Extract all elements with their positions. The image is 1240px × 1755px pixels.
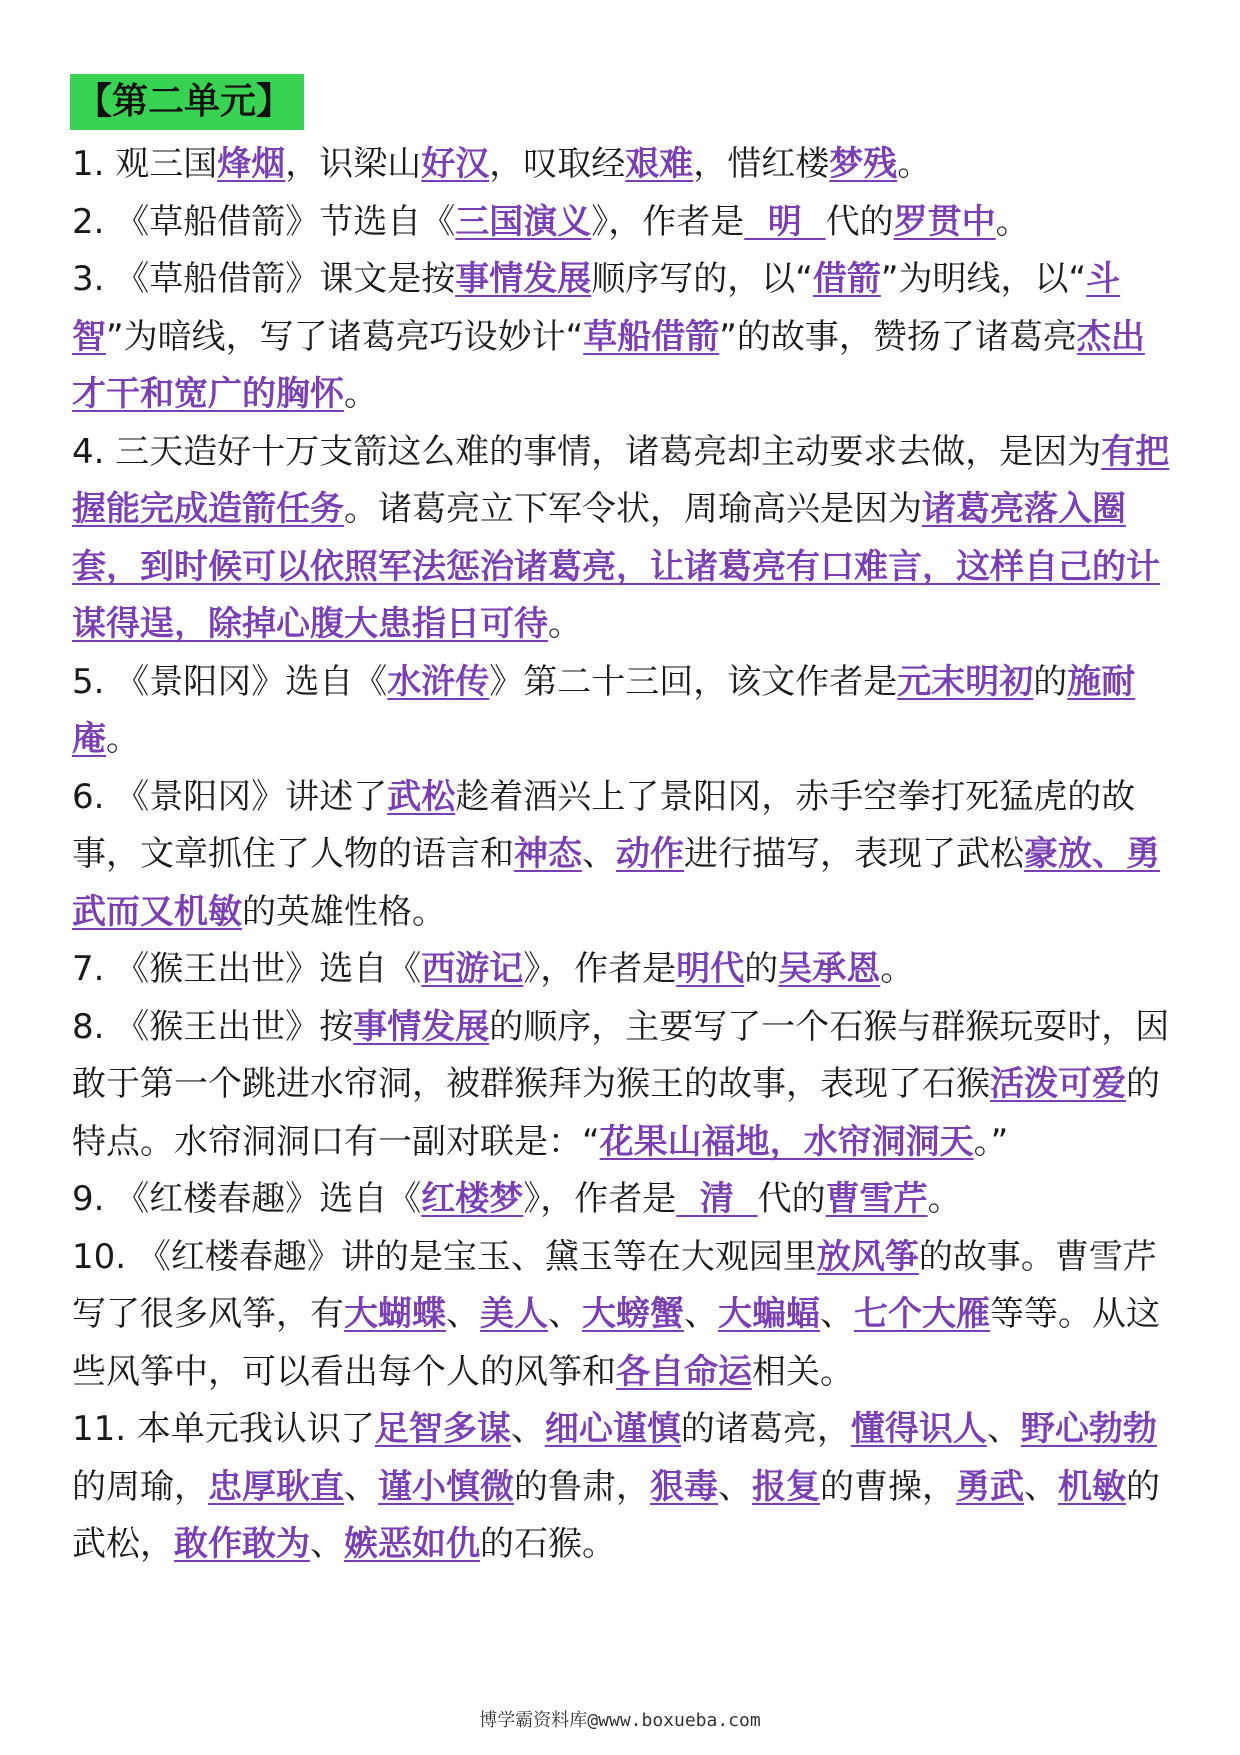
- question-text: 5. 《景阳冈》选自《: [72, 661, 388, 702]
- answer-text: 杰出才干和宽广的胸怀: [72, 316, 1145, 414]
- answer-text: 事情发展: [455, 259, 592, 299]
- section-title: 【第二单元】: [70, 74, 304, 130]
- answer-text: 明代: [676, 949, 745, 989]
- answer-text: 大蝙蝠: [718, 1294, 820, 1334]
- answer-text: 施耐庵: [72, 661, 1136, 759]
- answer-text: 野心勃勃: [1020, 1409, 1157, 1449]
- answer-text: 花果山福地，水帘洞洞天: [599, 1121, 974, 1162]
- answer-text: 武松: [387, 776, 456, 817]
- question-text: 8. 《猴王出世》按: [72, 1006, 354, 1047]
- question-text: 的顺序，主要写了一个石猴与群猴玩耍时，因敢于第一个跳进水帘洞，被群猴拜为猴王的故事，表现了石猴: [72, 1006, 1170, 1104]
- question-text: ”为暗线，写了诸葛亮巧设妙计“: [106, 316, 584, 357]
- question-text: 等等。从这些风筝中，可以看出每个人的风筝和: [72, 1294, 1160, 1392]
- answer-text: 足智多谋: [374, 1409, 511, 1449]
- answer-text: 大蝴蝶: [344, 1294, 446, 1334]
- answer-text: 忠厚耿直: [208, 1466, 344, 1507]
- question-text: 的武松，: [72, 1466, 1160, 1564]
- question-text: 的故事。曹雪芹写了很多风筝，有: [72, 1236, 1157, 1334]
- question-text: 9. 《红楼春趣》选自《: [72, 1179, 422, 1219]
- question-text: 2. 《草船借箭》节选自《: [72, 201, 456, 242]
- answer-text: 机敏: [1058, 1466, 1126, 1507]
- footer-brand: 博学霸资料库: [479, 1710, 588, 1731]
- answer-text: 大螃蟹: [582, 1294, 684, 1334]
- answer-text: 谨小慎微: [378, 1466, 514, 1507]
- question-text: 、: [510, 1409, 545, 1449]
- answer-text: 曹雪芹: [825, 1179, 928, 1219]
- answer-text: 烽烟: [217, 144, 286, 184]
- question-text: 、: [582, 834, 616, 874]
- answer-text: 嫉恶如仇: [344, 1524, 480, 1564]
- answer-text: 西游记: [421, 949, 524, 989]
- answer-text: 狠毒: [650, 1466, 718, 1507]
- question-text: 、: [548, 1294, 582, 1334]
- question-text: 》第二十三回，该文作者是: [489, 661, 898, 702]
- question-text: 10. 《红楼春趣》讲的是宝玉、黛玉等在大观园里: [72, 1236, 817, 1277]
- list-item: [72, 1171, 1172, 1229]
- answer-text: 动作: [616, 834, 684, 874]
- question-text: ，识梁山: [285, 144, 422, 184]
- answer-text: 活泼可爱: [990, 1064, 1126, 1104]
- question-text: 的鲁肃，: [514, 1466, 650, 1507]
- list-item: [72, 424, 1172, 654]
- question-text: ”为明线，以“: [880, 259, 1087, 299]
- question-text: 。: [880, 949, 915, 989]
- question-text: 相关。: [752, 1351, 854, 1392]
- question-text: 4. 三天造好十万支箭这么难的事情，诸葛亮却主动要求去做，是因为: [72, 431, 1102, 472]
- list-item: [72, 654, 1172, 769]
- question-text: 。: [548, 604, 582, 644]
- answer-text: 勇武: [956, 1466, 1024, 1507]
- question-text: 的: [1033, 661, 1068, 702]
- answer-text: 豪放、勇武而又机敏: [72, 834, 1160, 932]
- list-item: [72, 194, 1172, 252]
- question-text: ”的故事，赞扬了诸葛亮: [719, 316, 1077, 357]
- question-text: 。: [106, 719, 140, 759]
- answer-text: 清: [676, 1179, 758, 1219]
- question-text: 。诸葛亮立下军令状，周瑜高兴是因为: [344, 489, 922, 529]
- question-text: 的诸葛亮，: [680, 1409, 851, 1449]
- question-text: 、: [684, 1294, 718, 1334]
- footer-at: @: [587, 1710, 599, 1731]
- list-item: [72, 136, 1172, 194]
- footer: [0, 1706, 1240, 1732]
- question-text: 。”: [973, 1121, 1009, 1162]
- question-text: 顺序写的，以“: [591, 259, 813, 299]
- question-text: 。: [344, 374, 378, 414]
- list-item: [72, 1229, 1172, 1402]
- answer-text: 水浒传: [387, 661, 490, 702]
- question-text: 》，作者是: [591, 201, 745, 242]
- question-text: 、: [718, 1466, 752, 1507]
- answer-text: 美人: [480, 1294, 548, 1334]
- answer-text: 草船借箭: [583, 316, 720, 357]
- question-text: 的特点。水帘洞洞口有一副对联是：“: [72, 1064, 1160, 1162]
- answer-text: 报复: [752, 1466, 820, 1507]
- answer-text: 诸葛亮落入圈套，到时候可以依照军法惩治诸葛亮，让诸葛亮有口难言，这样自己的计谋得逞，除掉心腹大患指日可待: [72, 489, 1160, 644]
- question-text: 的周瑜，: [72, 1466, 208, 1507]
- question-text: 7. 《猴王出世》选自《: [72, 949, 422, 989]
- answer-text: 元末明初: [897, 661, 1034, 702]
- list-item: [72, 251, 1172, 424]
- answer-text: 梦残: [829, 144, 898, 184]
- question-text: ，叹取经: [489, 144, 626, 184]
- answer-text: 借箭: [812, 259, 881, 299]
- answer-text: 神态: [514, 834, 582, 874]
- question-text: 的: [744, 949, 779, 989]
- question-text: 、: [310, 1524, 344, 1564]
- question-text: 的曹操，: [820, 1466, 956, 1507]
- question-text: 。: [897, 144, 932, 184]
- question-text: 6. 《景阳冈》讲述了: [72, 776, 388, 817]
- question-text: 的英雄性格。: [242, 891, 446, 932]
- footer-url: www.boxueba.com: [598, 1710, 761, 1731]
- answer-text: 事情发展: [353, 1006, 490, 1047]
- answer-text: 放风筝: [816, 1236, 919, 1277]
- question-text: 、: [986, 1409, 1021, 1449]
- list-item: [72, 999, 1172, 1172]
- answer-text: 艰难: [625, 144, 694, 184]
- answer-text: 斗智: [72, 259, 1121, 357]
- list-item: [72, 1401, 1172, 1574]
- answer-text: 有把握能完成造箭任务: [72, 431, 1170, 529]
- answer-text: 敢作敢为: [174, 1524, 310, 1564]
- question-text: 趁着酒兴上了景阳冈，赤手空拳打死猛虎的故事，文章抓住了人物的语言和: [72, 776, 1136, 874]
- question-text: 3. 《草船借箭》课文是按: [72, 259, 456, 299]
- answer-text: 吴承恩: [778, 949, 881, 989]
- answer-text: 罗贯中: [893, 201, 996, 242]
- answer-text: 各自命运: [616, 1351, 752, 1392]
- answer-text: 红楼梦: [421, 1179, 524, 1219]
- answer-text: 好汉: [421, 144, 490, 184]
- answer-text: 七个大雁: [854, 1294, 990, 1334]
- answer-text: 懂得识人: [850, 1409, 987, 1449]
- question-text: 、: [344, 1466, 378, 1507]
- question-text: 代的: [757, 1179, 826, 1219]
- question-text: 、: [446, 1294, 480, 1334]
- answer-text: 三国演义: [455, 201, 592, 242]
- question-text: ，惜红楼: [693, 144, 830, 184]
- answer-list: [72, 136, 1172, 1574]
- question-text: 。: [995, 201, 1030, 242]
- question-text: 的石猴。: [480, 1524, 616, 1564]
- question-text: 11. 本单元我认识了: [72, 1409, 375, 1449]
- question-text: 》，作者是: [523, 1179, 677, 1219]
- question-text: 进行描写，表现了武松: [684, 834, 1024, 874]
- question-text: 代的: [825, 201, 894, 242]
- answer-text: 细心谨慎: [544, 1409, 681, 1449]
- answer-text: 明: [744, 201, 826, 242]
- question-text: 。: [927, 1179, 962, 1219]
- list-item: [72, 941, 1172, 999]
- question-text: 》，作者是: [523, 949, 677, 989]
- question-text: 、: [820, 1294, 854, 1334]
- question-text: 1. 观三国: [72, 144, 218, 184]
- question-text: 、: [1024, 1466, 1058, 1507]
- list-item: [72, 769, 1172, 942]
